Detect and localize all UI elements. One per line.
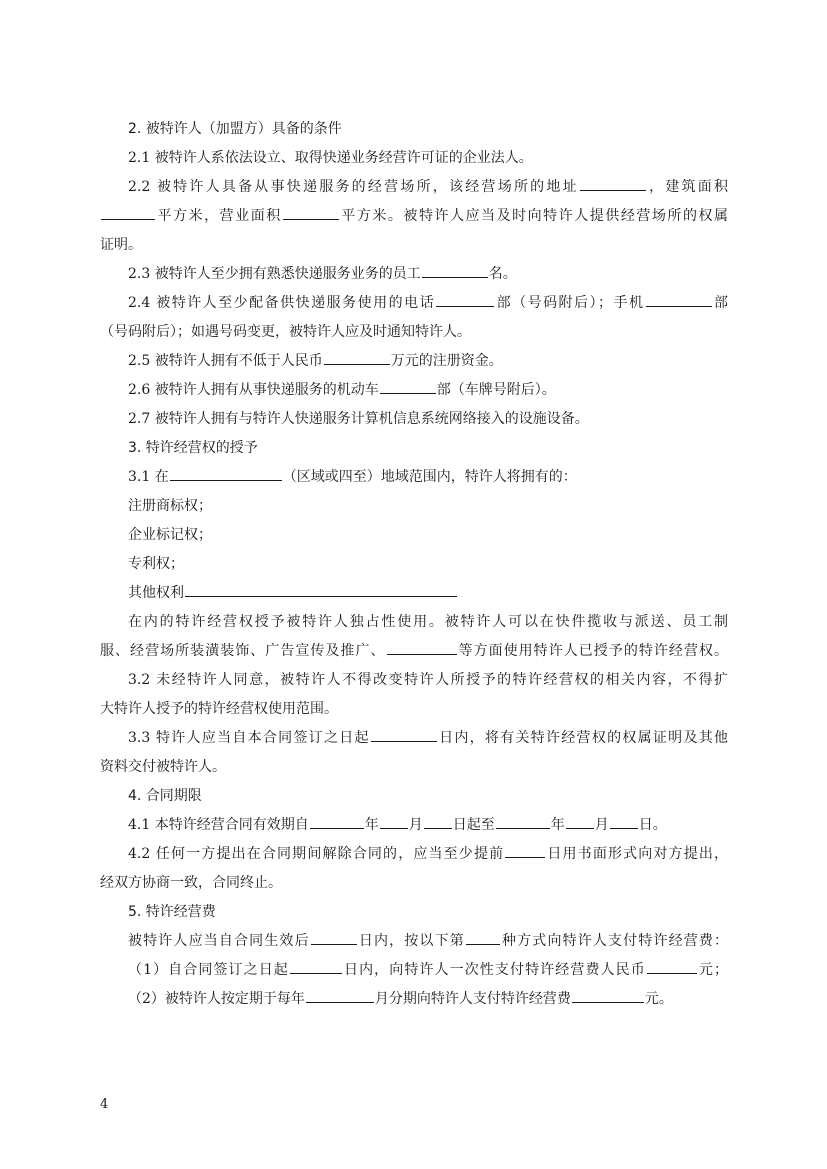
blank-vehicle-count [380,379,436,394]
clause-text: （区域或四至）地域范围内，特许人将拥有的： [282,469,577,485]
clause-2-6 [100,376,728,405]
clause-2-4-cont [100,318,728,347]
contract-body [100,115,728,1014]
heading-text: 4. 合同期限 [128,788,202,804]
clause-text: 日内，按以下第 [357,933,465,949]
blank-building-area [101,205,155,220]
clause-text: 部（车牌号附后）。 [436,382,556,398]
clause-3-1-cont2 [100,637,728,666]
clause-2-5 [100,347,728,376]
clause-text: 月 [408,817,423,833]
clause-2-2-end [100,231,728,260]
clause-text: 日内，向特许人一次性支付特许经营费人民币 [342,962,646,978]
clause-text: 平方米。被特许人应当及时向特许人提供经营场所的权属 [339,208,728,224]
clause-2-1 [100,144,728,173]
right-enterprise-mark [100,521,728,550]
clause-2-2-cont [100,202,728,231]
blank-start-month [380,814,408,829]
clause-2-3 [100,260,728,289]
clause-text: 4.2 任何一方提出在合同期间解除合同的，应当至少提前 [128,846,505,862]
clause-4-1 [100,811,728,840]
blank-phone-count [436,292,494,307]
clause-2-7 [100,405,728,434]
clause-text: 其他权利 [128,585,184,601]
clause-text: 在内的特许经营权授予被特许人独占性使用。被特许人可以在快件揽收与派送、员工制 [128,614,728,630]
section-heading-2 [100,115,728,144]
blank-start-day [424,814,452,829]
blank-installment-month [306,988,374,1003]
blank-business-area [283,205,339,220]
blank-end-day [610,814,638,829]
clause-text: 万元的注册资金。 [390,353,503,369]
clause-text: 大特许人授予的特许经营权使用范围。 [100,701,338,717]
blank-region [170,466,282,481]
blank-delivery-days [371,727,437,742]
clause-text: 2.2 被特许人具备从事快递服务的经营场所，该经营场所的地址 [128,179,579,195]
clause-text: 月分期向特许人支付特许经营费 [374,991,571,1007]
clause-3-2 [100,666,728,695]
clause-3-1-cont [100,608,728,637]
blank-other-rights [185,582,457,597]
clause-text: 2.7 被特许人拥有与特许人快递服务计算机信息系统网络接入的设施设备。 [128,411,589,427]
clause-text: 种方式向特许人支付特许经营费： [500,933,729,949]
clause-4-2 [100,840,728,869]
clause-3-3 [100,724,728,753]
clause-4-2-cont [100,869,728,898]
clause-5-option-2 [100,985,728,1014]
clause-text: 日内，将有关特许经营权的权属证明及其他 [437,730,728,746]
clause-text: 2.5 被特许人拥有不低于人民币 [128,353,323,369]
clause-text: 2.3 被特许人至少拥有熟悉快递服务业务的员工 [128,266,421,282]
clause-5-option-1 [100,956,728,985]
heading-text: 2. 被特许人（加盟方）具备的条件 [128,121,342,137]
clause-3-2-cont [100,695,728,724]
clause-text: 日起至 [452,817,495,833]
clause-text: 平方米，营业面积 [156,208,282,224]
clause-text: 年 [550,817,565,833]
right-trademark [100,492,728,521]
clause-text: 注册商标权； [128,498,212,514]
blank-notice-days [505,843,545,858]
section-heading-5 [100,898,728,927]
clause-text: ，建筑面积 [646,179,728,195]
blank-installment-amount [572,988,644,1003]
blank-staff-count [422,263,488,278]
clause-text: 部 [712,295,729,311]
right-patent [100,550,728,579]
clause-text: 等方面使用特许人已授予的特许经营权。 [457,643,729,659]
clause-text: 月 [594,817,609,833]
clause-text: 元； [697,962,728,978]
blank-end-year [496,814,550,829]
section-heading-4 [100,782,728,811]
clause-text: （号码附后）；如遇号码变更，被特许人应及时通知特许人。 [100,324,471,340]
blank-payment-method [466,930,500,945]
blank-lump-sum-amount [647,959,697,974]
clause-text: 2.6 被特许人拥有从事快递服务的机动车 [128,382,379,398]
clause-2-2 [100,173,728,202]
heading-text: 5. 特许经营费 [128,904,216,920]
clause-text: 专利权； [128,556,184,572]
clause-text: 3.2 未经特许人同意，被特许人不得改变特许人所授予的特许经营权的相关内容，不得扩 [128,672,728,688]
page-number: 4 [100,1097,109,1112]
clause-text: 元。 [644,991,673,1007]
section-heading-3 [100,434,728,463]
clause-text: 年 [364,817,379,833]
blank-lump-sum-days [290,959,342,974]
clause-text: 3.1 在 [128,469,169,485]
clause-text: 企业标记权； [128,527,212,543]
clause-3-1 [100,463,728,492]
heading-text: 3. 特许经营权的授予 [128,440,258,456]
blank-mobile-count [646,292,712,307]
right-other [100,579,728,608]
clause-text: 日。 [638,817,667,833]
clause-text: 部（号码附后）；手机 [495,295,645,311]
blank-start-year [310,814,364,829]
clause-text: 名。 [488,266,517,282]
clause-text: 资料交付被特许人。 [100,759,226,775]
clause-text: 4.1 本特许经营合同有效期自 [128,817,309,833]
blank-other-aspects [387,640,457,655]
clause-text: 2.4 被特许人至少配备供快递服务使用的电话 [128,295,436,311]
blank-address [580,176,646,191]
clause-text: 被特许人应当自合同生效后 [128,933,310,949]
clause-3-3-cont [100,753,728,782]
clause-5-intro [100,927,728,956]
clause-text: 日用书面形式向对方提出， [546,846,728,862]
clause-2-4 [100,289,728,318]
clause-text: 2.1 被特许人系依法设立、取得快递业务经营许可证的企业法人。 [128,150,533,166]
clause-text: （2）被特许人按定期于每年 [128,991,305,1007]
blank-payment-days [311,930,357,945]
clause-text: 经双方协商一致，合同终止。 [100,875,282,891]
blank-registered-capital [324,350,390,365]
clause-text: （1）自合同签订之日起 [128,962,289,978]
clause-text: 3.3 特许人应当自本合同签订之日起 [128,730,370,746]
blank-end-month [566,814,594,829]
clause-text: 证明。 [100,237,142,253]
clause-text: 服、经营场所装潢装饰、广告宣传及推广、 [100,643,386,659]
